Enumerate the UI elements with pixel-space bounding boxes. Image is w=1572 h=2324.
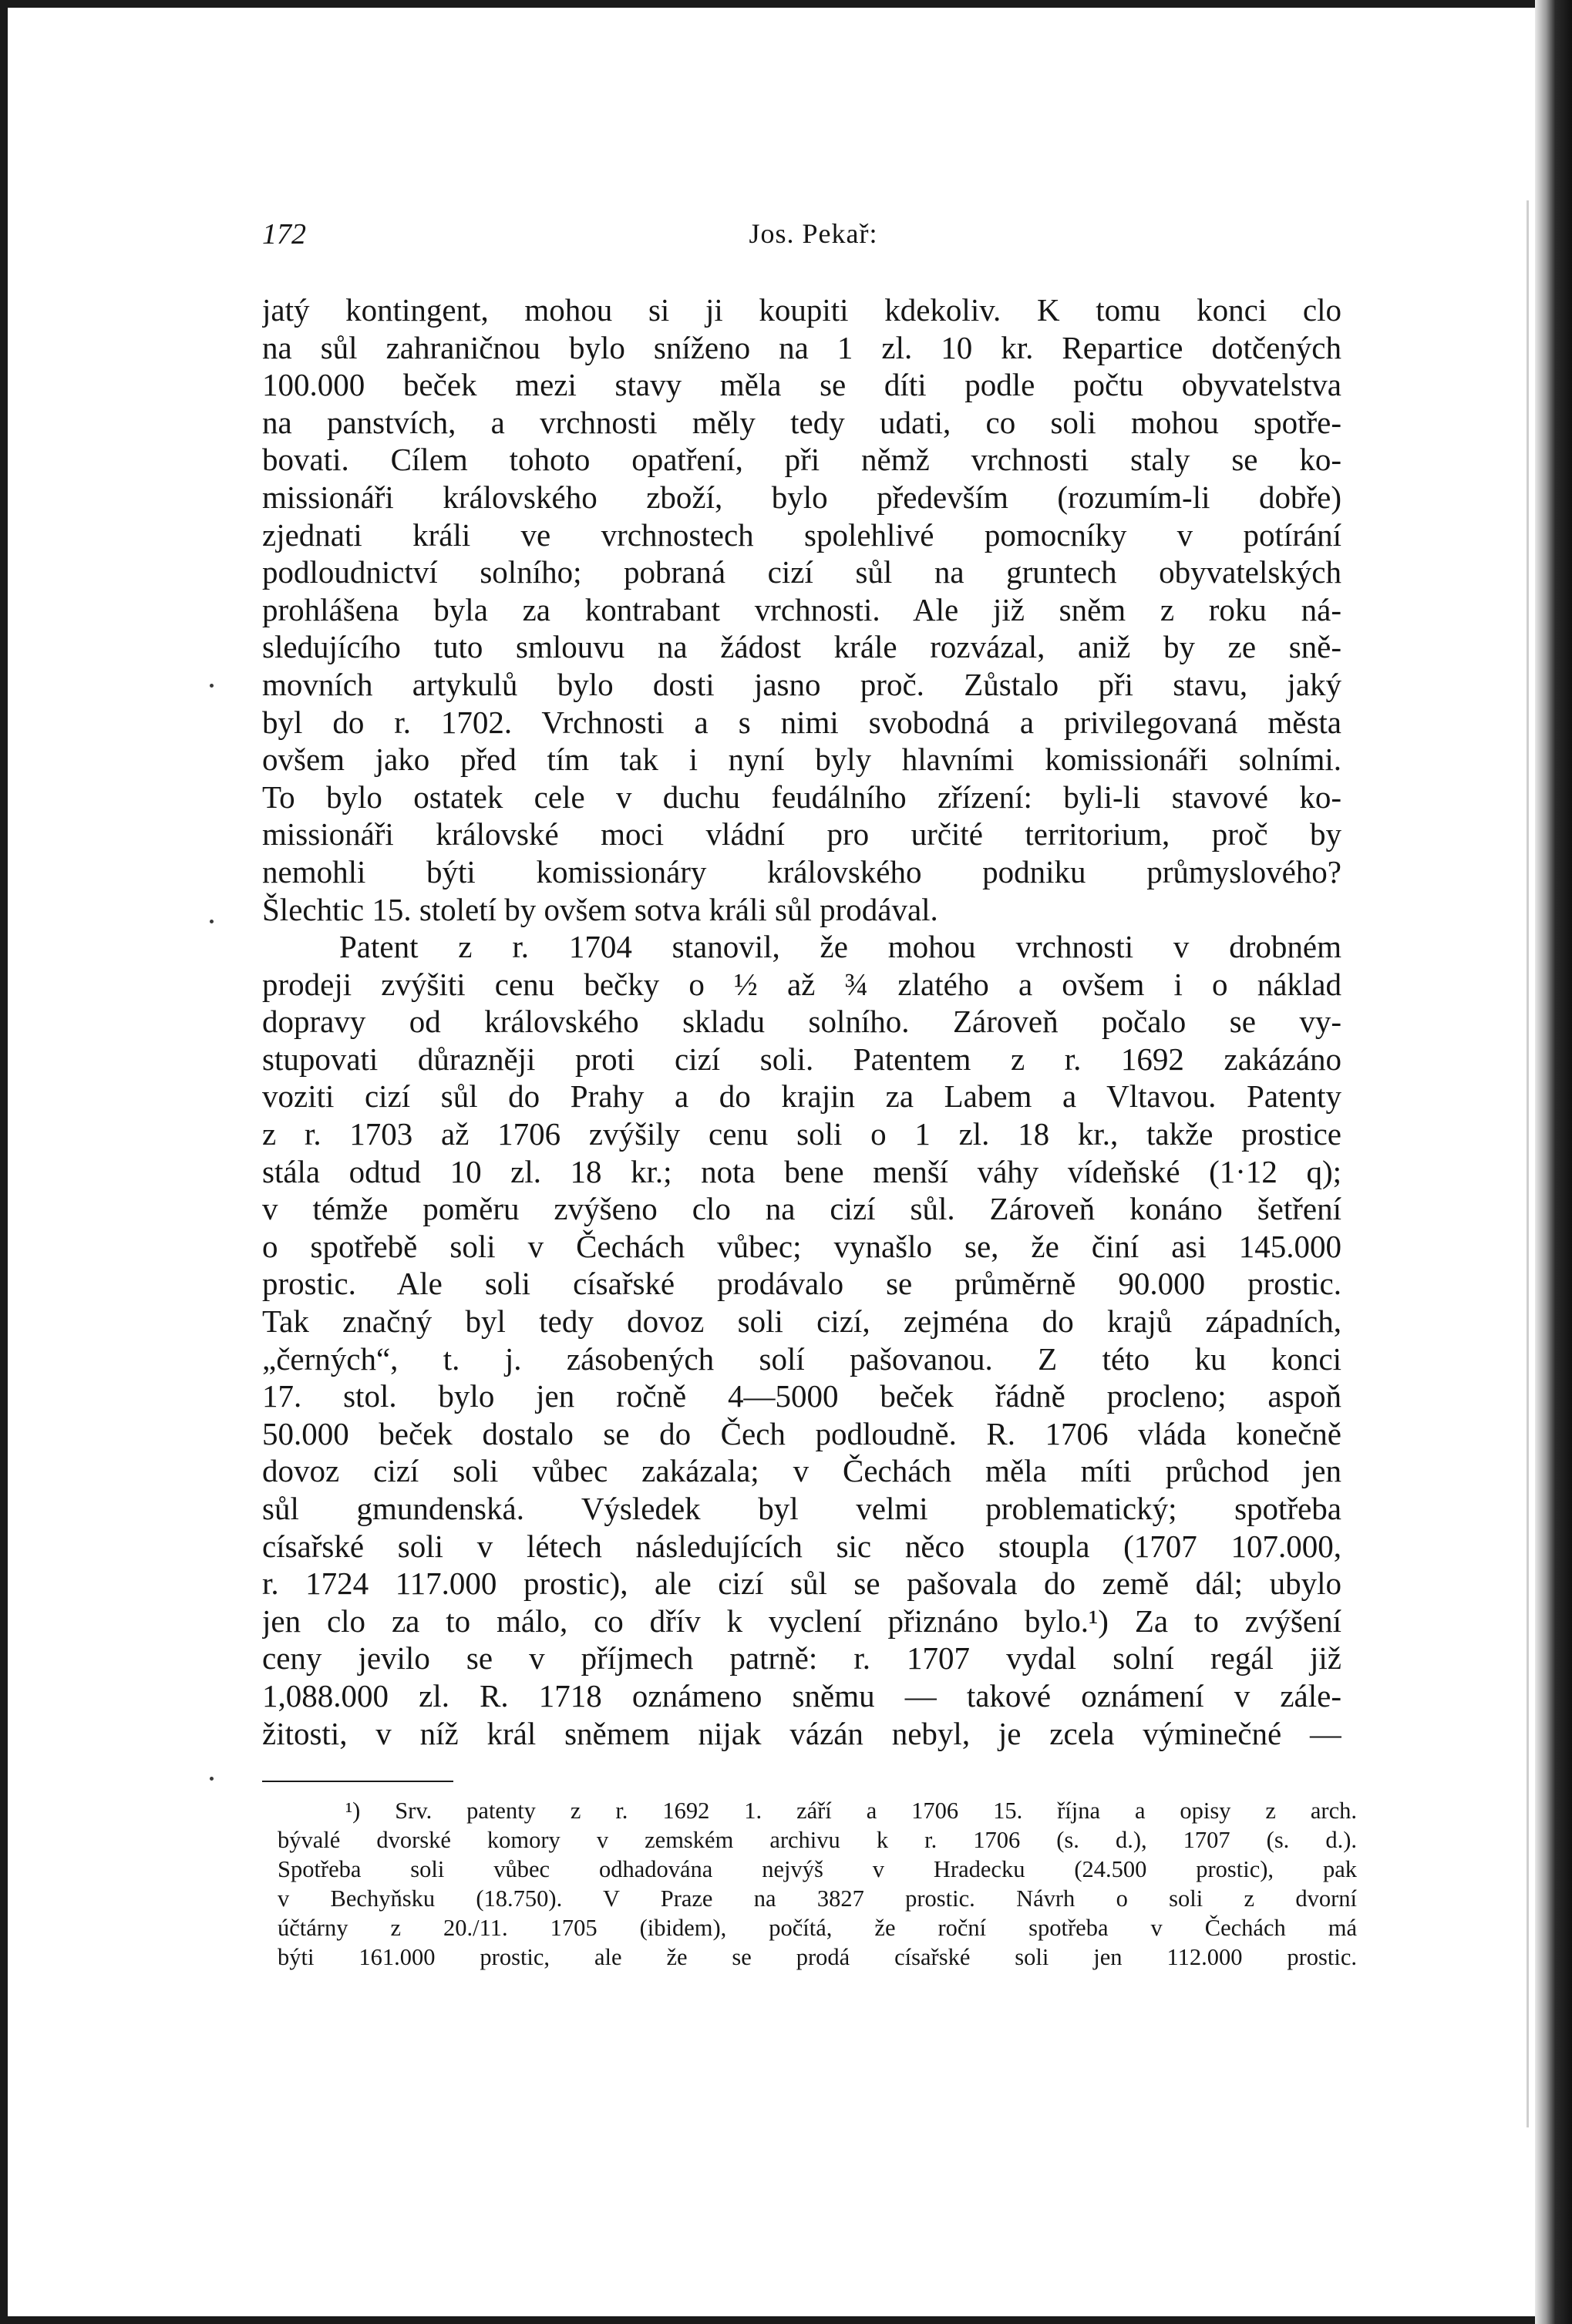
footnote-line: účtárny z 20./11. 1705 (ibidem), počítá, že roční spotřeba v Čechách má <box>278 1915 1357 1941</box>
text-line: sledujícího tuto smlouvu na žádost krále rozvázal, aniž by ze sně- <box>262 629 1341 665</box>
text-line: 50.000 beček dostalo se do Čech podloudně. R. 1706 vláda konečně <box>262 1415 1341 1451</box>
text-line: nemohli býti komissionáry královského podniku průmyslového? <box>262 853 1341 890</box>
text-line: 1,088.000 zl. R. 1718 oznámeno sněmu — takové oznámení v zále- <box>262 1677 1341 1714</box>
text-line: z r. 1703 až 1706 zvýšily cenu soli o 1 zl. 18 kr., takže prostice <box>262 1116 1341 1152</box>
running-head <box>262 217 1365 256</box>
text-line: žitosti, v níž král sněmem nijak vázán nebyl, je zcela výminečné — <box>262 1715 1341 1751</box>
scan-speck <box>210 684 214 688</box>
text-line: zjednati králi ve vrchnostech spolehlivé pomocníky v potírání <box>262 516 1341 553</box>
text-line: o spotřebě soli v Čechách vůbec; vynašlo se, že činí asi 145.000 <box>262 1228 1341 1264</box>
page-edge-shadow <box>1535 0 1572 2324</box>
running-title: Jos. Pekař: <box>749 218 878 249</box>
text-line: prodeji zvýšiti cenu bečky o ½ až ¾ zlatého a ovšem i o náklad <box>262 966 1341 1002</box>
text-line: dovoz cizí soli vůbec zakázala; v Čechách měla míti průchod jen <box>262 1453 1341 1489</box>
page-number: 172 <box>262 218 306 251</box>
text-line: stupovati důrazněji proti cizí soli. Patentem z r. 1692 zakázáno <box>262 1041 1341 1077</box>
text-line: sůl gmundenská. Výsledek byl velmi problematický; spotřeba <box>262 1491 1341 1526</box>
text-line: movních artykulů bylo dosti jasno proč. Zůstalo při stavu, jaký <box>262 666 1341 702</box>
text-line: prohlášena byla za kontrabant vrchnosti. Ale již sněm z roku ná- <box>262 591 1341 627</box>
footnote-line: Spotřeba soli vůbec odhadována nejvýš v Hradecku (24.500 prostic), pak <box>278 1856 1357 1882</box>
scan-speck <box>210 1777 214 1781</box>
text-line: ceny jevilo se v příjmech patrně: r. 1707 vydal solní regál již <box>262 1640 1341 1677</box>
footnote-line: ¹) Srv. patenty z r. 1692 1. září a 1706 15. října a opisy z arch. <box>345 1798 1357 1824</box>
text-line: missionáři královského zboží, bylo především (rozumím-li dobře) <box>262 479 1341 515</box>
text-line: „černých“, t. j. zásobených solí pašovanou. Z této ku konci <box>262 1340 1341 1377</box>
text-line: na panstvích, a vrchnosti měly tedy udati, co soli mohou spotře- <box>262 404 1341 440</box>
footnote-line: bývalé dvorské komory v zemském archivu k r. 1706 (s. d.), 1707 (s. d.). <box>278 1827 1357 1853</box>
main-text <box>262 291 1341 1752</box>
text-line: bovati. Cílem tohoto opatření, při němž vrchnosti staly se ko- <box>262 442 1341 478</box>
text-line: To bylo ostatek cele v duchu feudálního zřízení: byli-li stavové ko- <box>262 779 1341 815</box>
text-line: dopravy od královského skladu solního. Zároveň počalo se vy- <box>262 1004 1341 1040</box>
text-line: císařské soli v létech následujících sic něco stoupla (1707 107.000, <box>262 1528 1341 1564</box>
footnotes <box>278 1796 1357 1972</box>
text-line: missionáři královské moci vládní pro určité territorium, proč by <box>262 816 1341 853</box>
text-line: Tak značný byl tedy dovoz soli cizí, zejména do krajů západních, <box>262 1303 1341 1340</box>
text-line: voziti cizí sůl do Prahy a do krajin za Labem a Vltavou. Patenty <box>262 1078 1341 1115</box>
page-edge-line <box>1527 200 1529 2127</box>
text-line: v témže poměru zvýšeno clo na cizí sůl. Zároveň konáno šetření <box>262 1191 1341 1227</box>
text-line: na sůl zahraničnou bylo sníženo na 1 zl. 10 kr. Repartice dotčených <box>262 329 1341 365</box>
text-line: r. 1724 117.000 prostic), ale cizí sůl se pašovala do země dál; ubylo <box>262 1566 1341 1602</box>
text-line: prostic. Ale soli císařské prodávalo se průměrně 90.000 prostic. <box>262 1266 1341 1302</box>
footnote-line: v Bechyňsku (18.750). V Praze na 3827 prostic. Návrh o soli z dvorní <box>278 1885 1357 1912</box>
scan-speck <box>210 920 214 923</box>
text-line: 100.000 beček mezi stavy měla se díti podle počtu obyvatelstva <box>262 367 1341 403</box>
footnote-divider <box>262 1781 453 1782</box>
text-line: jatý kontingent, mohou si ji koupiti kdekoliv. K tomu konci clo <box>262 292 1341 328</box>
text-line: 17. stol. bylo jen ročně 4—5000 beček řádně procleno; aspoň <box>262 1378 1341 1414</box>
text-line: stála odtud 10 zl. 18 kr.; nota bene menší váhy vídeňské (1·12 q); <box>262 1153 1341 1189</box>
text-line: ovšem jako před tím tak i nyní byly hlavními komissionáři solními. <box>262 742 1341 778</box>
text-line: jen clo za to málo, co dřív k vyclení přiznáno bylo.¹) Za to zvýšení <box>262 1603 1341 1639</box>
paragraph-start-line: Patent z r. 1704 stanovil, že mohou vrchnosti v drobném <box>339 929 1341 965</box>
text-line: podloudnictví solního; pobraná cizí sůl na gruntech obyvatelských <box>262 554 1341 590</box>
text-line: byl do r. 1702. Vrchnosti a s nimi svobodná a privilegovaná města <box>262 704 1341 740</box>
paragraph-end-line: Šlechtic 15. století by ovšem sotva králi sůl prodával. <box>262 891 938 927</box>
footnote-line: býti 161.000 prostic, ale že se prodá císařské soli jen 112.000 prostic. <box>278 1944 1357 1970</box>
